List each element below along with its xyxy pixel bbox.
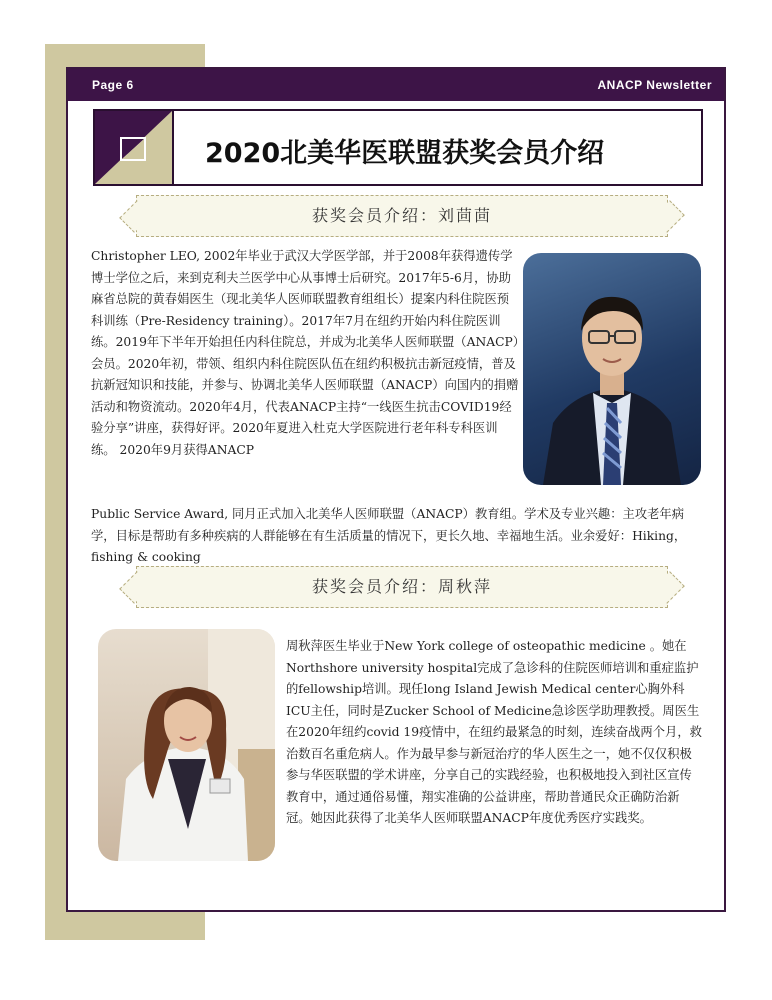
- page-title: 2020北美华医联盟获奖会员介绍: [205, 138, 605, 169]
- header-bar: [68, 69, 724, 101]
- member-photo-zhou: [98, 629, 275, 861]
- section-banner-liu: [136, 195, 668, 237]
- section-banner-zhou: [136, 566, 668, 608]
- page-frame: [66, 67, 726, 912]
- page-number: Page 6: [92, 78, 134, 92]
- member-photo-liu: [523, 253, 701, 485]
- title-decoration-icon: [95, 111, 172, 184]
- newsletter-name: ANACP Newsletter: [597, 78, 712, 92]
- section-banner-text: 获奖会员介绍：刘茴茴: [311, 206, 492, 225]
- member-bio-liu: Christopher LEO, 2002年毕业于武汉大学医学部，并于2008年获得遗传学博士学位之后，来到克利夫兰医学中心从事博士后研究。2017年5-6月，协助麻省总院的黄春娟医生（现北美华人医师联盟教育组组长）提案内科住院医预科训练（Pre-Residency training）。2017年7月在纽约开始内科住院医训练。2019年下半年开始担任内科住院总，并成为北美华人医师联盟（ANACP）会员。2020年初，带领、组织内科住院医队伍在纽约积极抗击新冠疫情，普及抗新冠知识和技能，并参与、协调北美华人医师联盟（ANACP）向国内的捐赠活动和物资流动。2020年4月，代表ANACP主持“一线医生抗击COVID19经验分享”讲座，获得好评。2020年夏进入杜克大学医院进行老年科专科医训练。 2020年9月获得ANACP: [91, 249, 519, 457]
- member-bio-zhou: 周秋萍医生毕业于New York college of osteopathic medicine 。她在Northshore university hospital完成了急诊科的住院医师培训和重症监护的fellowship培训。现任long Island Jewish Medical center心胸外科ICU主任，同时是Zucker School of Medicine急诊医学助理教授。周医生在2020年纽约covid 19疫情中，在纽约最紧急的时刻，连续奋战两个月，救治数百名重危病人。作为最早参与新冠治疗的华人医生之一，她不仅仅积极参与华医联盟的学术讲座，分享自己的实践经验，也积极地投入到社区宣传教育中，通过通俗易懂，翔实准确的公益讲座，帮助普通民众正确防治新冠。她因此获得了北美华人医师联盟ANACP年度优秀医疗实践奖。: [286, 639, 702, 825]
- section-banner-text: 获奖会员介绍：周秋萍: [311, 577, 492, 596]
- member-bio-liu-continued: Public Service Award, 同月正式加入北美华人医师联盟（ANACP）教育组。学术及专业兴趣：主攻老年病学，目标是帮助有多种疾病的人群能够在有生活质量的情况下，更长久地、幸福地生活。业余爱好：Hiking，fishing & cooking: [91, 507, 687, 564]
- title-box: [93, 109, 703, 186]
